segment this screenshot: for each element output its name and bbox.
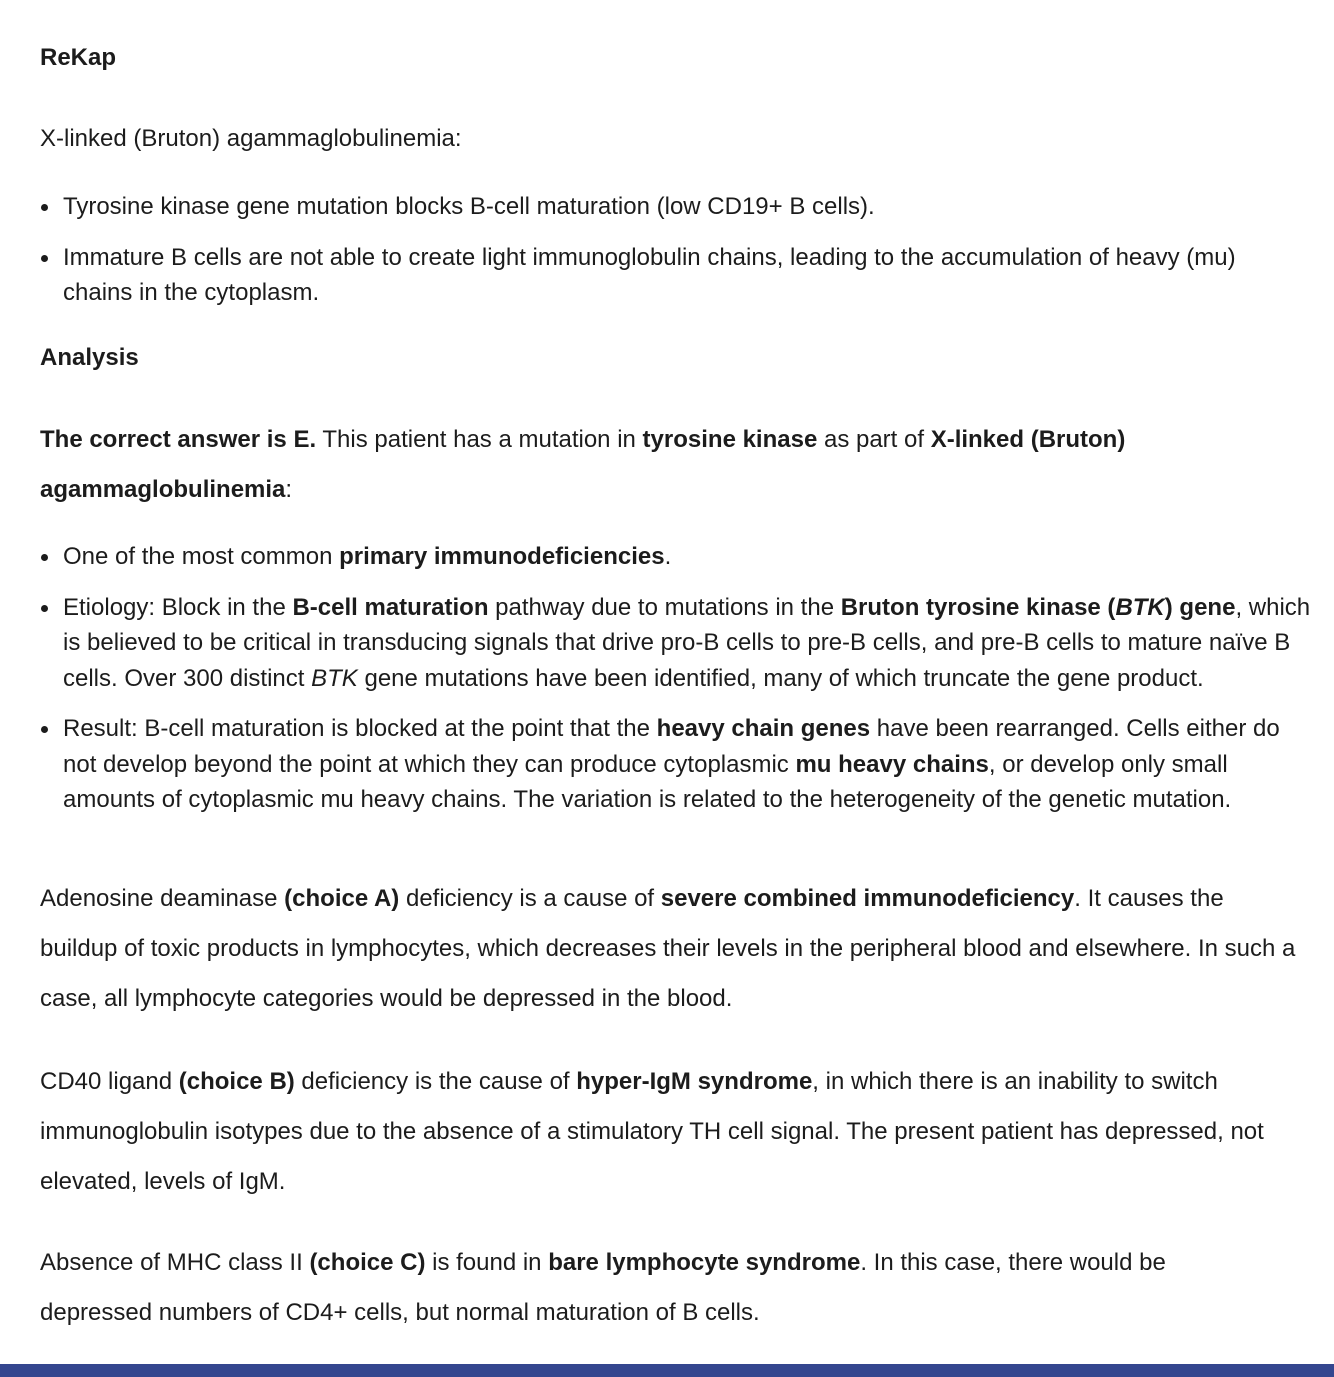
- choice-a-paragraph: Adenosine deaminase (choice A) deficiency is a cause of severe combined immunodeficiency. It causes the buildup of toxic products in lymphocytes, which decreases their levels in the peripheral blood and elsewhere. In such a case, all lymphocyte categories would be depressed in the blood.: [40, 885, 1296, 1012]
- analysis-heading: Analysis: [40, 344, 139, 371]
- choice-b-paragraph: CD40 ligand (choice B) deficiency is the cause of hyper-IgM syndrome, in which there is an inability to switch immunoglobulin isotypes due to the absence of a stimulatory TH cell signal. The present patient has depressed, not elevated, levels of IgM.: [40, 1068, 1264, 1195]
- list-item: Etiology: Block in the B-cell maturation pathway due to mutations in the Bruton tyrosine kinase (BTK) gene, which is believed to be critical in transducing signals that drive pro-B cells to pre-B cells, and pre-B cells to mature naïve B cells. Over 300 distinct BTK gene mutations have been identified, many of which truncate the gene product.: [40, 590, 1315, 697]
- answer-paragraph: The correct answer is E. This patient has a mutation in tyrosine kinase as part of X-linked (Bruton) agammaglobulinemia:: [40, 426, 1126, 503]
- answer-lead: The correct answer is E.: [40, 426, 317, 453]
- choice-c-paragraph: Absence of MHC class II (choice C) is found in bare lymphocyte syndrome. In this case, there would be depressed numbers of CD4+ cells, but normal maturation of B cells.: [40, 1249, 1166, 1326]
- list-item: One of the most common primary immunodeficiencies.: [40, 539, 1315, 575]
- list-item: Immature B cells are not able to create light immunoglobulin chains, leading to the accumulation of heavy (mu) chains in the cytoplasm.: [40, 240, 1310, 311]
- rekap-heading: ReKap: [40, 44, 117, 71]
- list-item: Result: B-cell maturation is blocked at the point that the heavy chain genes have been rearranged. Cells either do not develop beyond the point at which they can produce cytoplasmic mu heavy chains, or develop only small amounts of cytoplasmic mu heavy chains. The variation is related to the heterogeneity of the genetic mutation.: [40, 711, 1315, 818]
- list-item: Tyrosine kinase gene mutation blocks B-cell maturation (low CD19+ B cells).: [40, 189, 1310, 225]
- rekap-intro: X-linked (Bruton) agammaglobulinemia:: [40, 125, 462, 152]
- analysis-bullet-list: [40, 539, 1315, 818]
- bottom-toolbar-bar: [0, 1364, 1334, 1377]
- rekap-bullet-list: [40, 189, 1310, 311]
